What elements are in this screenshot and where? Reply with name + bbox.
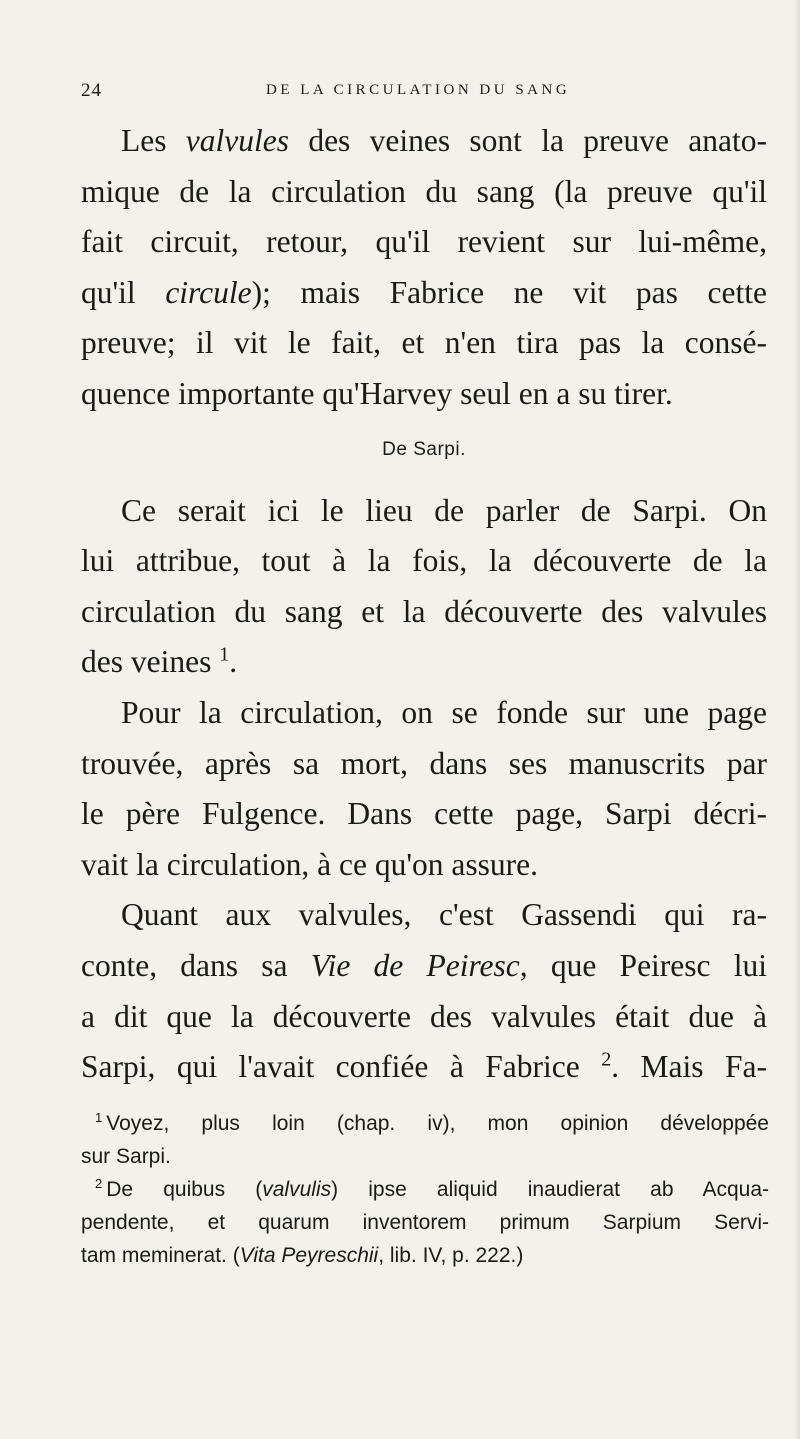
italic-title: Vie de Peiresc <box>310 947 520 983</box>
text-line: circulation du sang et la découverte des valvules <box>81 593 767 629</box>
paragraph-2 <box>81 486 767 688</box>
text-line <box>81 941 767 992</box>
main-text <box>81 116 767 1093</box>
text-line: trouvée, après sa mort, dans ses manuscrits par <box>81 745 767 781</box>
text-line <box>81 1042 767 1093</box>
italic-term: circule <box>165 274 252 310</box>
text-run: De quibus ( <box>106 1178 263 1201</box>
text-run: . <box>229 644 238 680</box>
footnote-1 <box>81 1107 769 1173</box>
text-line: a dit que la découverte des valvules était due à <box>81 998 767 1034</box>
text-line: vait la circulation, à ce qu'on assure. <box>81 846 538 882</box>
text-line: Quant aux valvules, c'est Gassendi qui ra- <box>121 897 767 933</box>
text-run: des veines sont la preuve anato- <box>289 123 767 158</box>
text-line <box>81 116 767 167</box>
running-header <box>81 80 721 106</box>
footnote-2 <box>81 1173 769 1272</box>
italic-term: valvulis <box>262 1178 332 1201</box>
text-line: le père Fulgence. Dans cette page, Sarpi décri- <box>81 796 767 832</box>
page-number: 24 <box>81 80 102 101</box>
text-line: lui attribue, tout à la fois, la découverte de la <box>81 543 767 579</box>
text-line <box>81 1239 769 1272</box>
text-run: Sarpi, qui l'avait confiée à Fabrice <box>81 1049 602 1085</box>
text-line <box>81 268 767 319</box>
footnote-ref: 1 <box>219 643 230 666</box>
italic-term: valvules <box>185 123 290 158</box>
text-line: Pour la circulation, on se fonde sur une page <box>121 694 767 730</box>
text-run: tam meminerat. ( <box>81 1244 240 1267</box>
footnote-mark: 1 <box>95 1110 103 1125</box>
page-edge-shadow <box>794 0 800 1439</box>
text-run: Voyez, plus loin (chap. iv), mon opinion développée <box>106 1112 769 1135</box>
running-title: DE LA CIRCULATION DU SANG <box>266 82 571 98</box>
text-run: conte, dans sa <box>81 947 311 983</box>
footnote-mark: 2 <box>95 1176 103 1191</box>
text-run: ) ipse aliquid inaudierat ab Acqua- <box>331 1178 770 1201</box>
text-line <box>81 637 767 688</box>
paragraph-4 <box>81 890 767 1092</box>
text-run: Les <box>121 123 186 158</box>
text-line: preuve; il vit le fait, et n'en tira pas la consé- <box>81 325 767 361</box>
text-run: , que Peiresc lui <box>519 947 767 983</box>
italic-title: Vita Peyreschii <box>239 1244 379 1267</box>
text-line <box>81 1107 769 1140</box>
text-line: quence importante qu'Harvey seul en a su tirer. <box>81 375 673 411</box>
paragraph-1 <box>81 116 767 420</box>
text-line: Ce serait ici le lieu de parler de Sarpi. On <box>121 492 767 528</box>
section-title: De Sarpi. <box>382 438 466 460</box>
text-run: ); mais Fabrice ne vit pas cette <box>251 274 767 310</box>
text-line: fait circuit, retour, qu'il revient sur lui-même, <box>81 224 767 260</box>
text-run: , lib. IV, p. 222.) <box>378 1244 524 1267</box>
text-run: qu'il <box>81 274 166 310</box>
footnote-ref: 2 <box>601 1048 612 1071</box>
text-line: mique de la circulation du sang (la preuve qu'il <box>81 173 767 209</box>
text-line: sur Sarpi. <box>81 1145 171 1168</box>
text-run: des veines <box>81 644 220 680</box>
text-line: pendente, et quarum inventorem primum Sarpium Servi- <box>81 1211 769 1234</box>
paragraph-3 <box>81 688 767 890</box>
text-run: . Mais Fa- <box>611 1049 767 1085</box>
text-line <box>81 1173 769 1206</box>
footnotes <box>81 1107 769 1272</box>
